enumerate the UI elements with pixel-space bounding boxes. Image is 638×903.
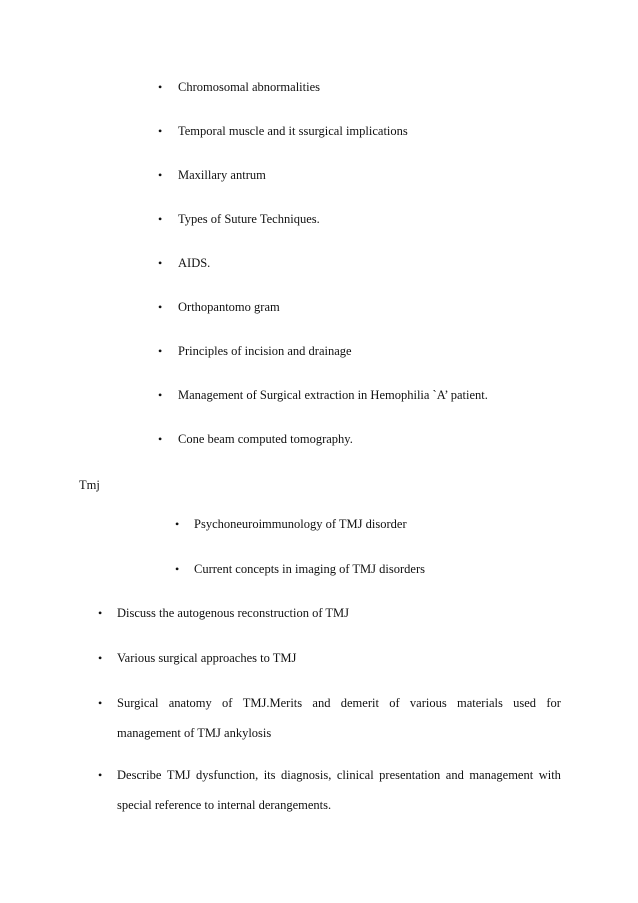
list-item-continuation: management of TMJ ankylosis [117,726,272,740]
list-item: Chromosomal abnormalities [178,80,320,94]
bullet-icon: • [158,344,163,358]
word: with [538,768,561,782]
word: demerit [340,696,379,710]
bullet-icon: • [98,768,103,782]
bullet-icon: • [158,212,163,226]
word: and [445,768,464,782]
word: presentation [379,768,441,782]
list-item-justified-line [117,695,561,711]
bullet-icon: • [175,517,180,531]
word: of [222,696,233,710]
word: various [409,696,447,710]
bullet-icon: • [158,300,163,314]
word: anatomy [168,696,212,710]
word: for [546,696,561,710]
word: management [469,768,534,782]
list-item: Discuss the autogenous reconstruction of TMJ [117,606,350,620]
word: of [389,696,400,710]
bullet-icon: • [158,124,163,138]
word: diagnosis, [281,768,332,782]
list-item: Current concepts in imaging of TMJ disorders [194,562,425,576]
list-item: Types of Suture Techniques. [178,212,320,226]
list-item: Maxillary antrum [178,168,266,182]
section-heading-tmj: Tmj [79,478,100,492]
word: TMJ.Merits [242,696,303,710]
list-item: Cone beam computed tomography. [178,432,353,446]
word: its [263,768,276,782]
list-item: Management of Surgical extraction in Hemophilia `A’ patient. [178,388,488,402]
word: Describe [117,768,162,782]
bullet-icon: • [158,432,163,446]
word: Surgical [117,696,159,710]
list-item: Various surgical approaches to TMJ [117,651,297,665]
list-item: AIDS. [178,256,211,270]
list-item: Psychoneuroimmunology of TMJ disorder [194,517,407,531]
list-item: Orthopantomo gram [178,300,280,314]
bullet-icon: • [158,388,163,402]
list-item-continuation: special reference to internal derangements. [117,798,332,812]
word: and [312,696,331,710]
word: materials [457,696,503,710]
word: TMJ [166,768,191,782]
list-item: Principles of incision and drainage [178,344,352,358]
bullet-icon: • [158,80,163,94]
word: used [513,696,537,710]
word: dysfunction, [196,768,259,782]
bullet-icon: • [98,651,103,665]
word: clinical [336,768,374,782]
bullet-icon: • [175,562,180,576]
list-item-justified-line [117,767,561,783]
bullet-icon: • [98,606,103,620]
bullet-icon: • [158,256,163,270]
list-item: Temporal muscle and it ssurgical implications [178,124,408,138]
bullet-icon: • [158,168,163,182]
bullet-icon: • [98,696,103,710]
